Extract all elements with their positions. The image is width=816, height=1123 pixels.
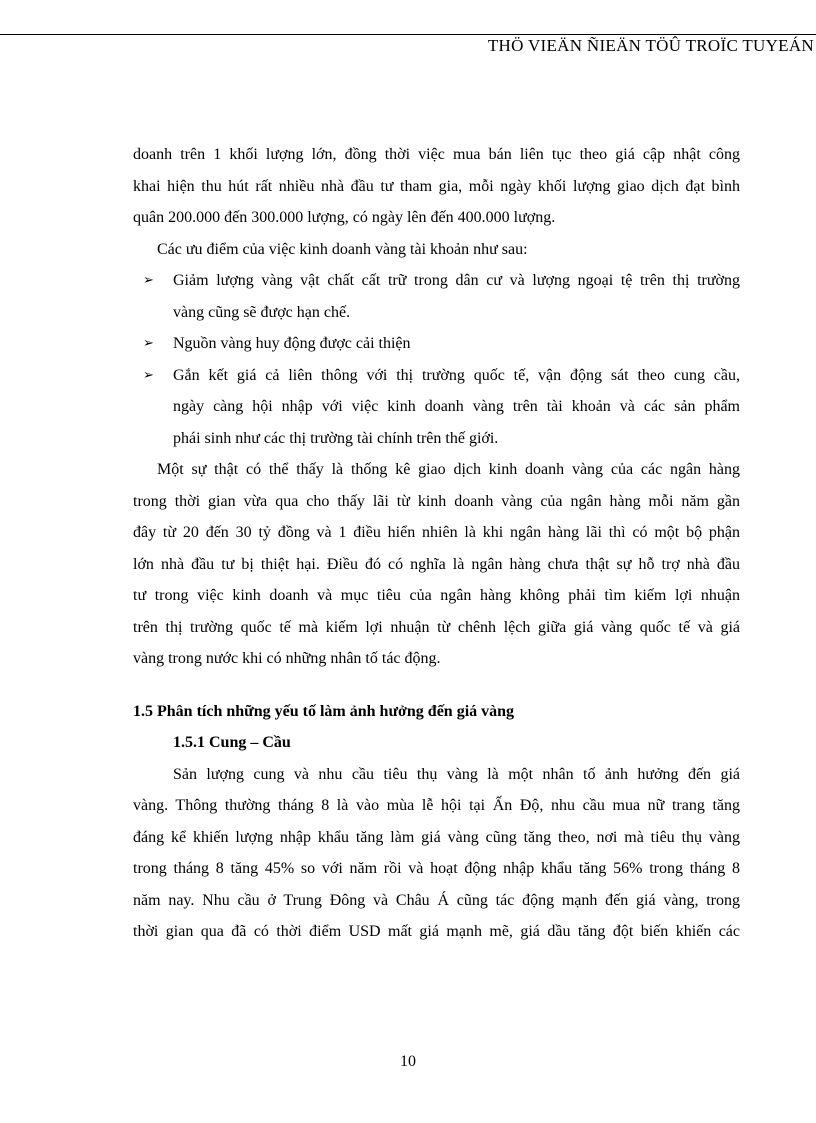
paragraph-line: thời gian qua đã có thời điểm USD mất giá mạnh mẽ, giá dầu tăng đột biến khiến các: [133, 923, 740, 940]
paragraph-line: doanh trên 1 khối lượng lớn, đồng thời việc mua bán liên tục theo giá cập nhật công: [133, 146, 740, 163]
header-rule: [0, 34, 816, 35]
paragraph-line: tư trong việc kinh doanh và mục tiêu của ngân hàng không phải tìm kiếm lợi nhuận: [133, 587, 740, 604]
subsection-heading: 1.5.1 Cung – Cầu: [173, 734, 291, 751]
paragraph-line: đáng kể khiến lượng nhập khẩu tăng làm giá vàng cũng tăng theo, nơi mà tiêu thụ vàng: [133, 828, 740, 846]
list-item-text: ngày càng hội nhập với việc kinh doanh vàng trên tài khoản và các sản phẩm: [173, 398, 740, 415]
paragraph-line: Một sự thật có thể thấy là thống kê giao dịch kinh doanh vàng của các ngân hàng: [157, 461, 740, 478]
arrowhead-bullet-icon: ➢: [143, 367, 154, 383]
list-item-text: phái sinh như các thị trường tài chính trên thế giới.: [173, 429, 499, 447]
list-item-text: vàng cũng sẽ được hạn chế.: [173, 303, 351, 321]
paragraph-line: đây từ 20 đến 30 tỷ đồng và 1 điều hiển nhiên là khi ngân hàng lãi thì có một bộ phận: [133, 524, 740, 541]
list-item: [133, 265, 740, 328]
page-number: 10: [400, 1053, 416, 1070]
section-gap: [133, 675, 740, 696]
section-heading: 1.5 Phân tích những yếu tố làm ảnh hưởng đến giá vàng: [133, 702, 515, 720]
advantages-intro: Các ưu điểm của việc kinh doanh vàng tài khoản như sau:: [157, 240, 528, 258]
paragraph-line: trong thời gian vừa qua cho thấy lãi từ kinh doanh vàng của ngân hàng mỗi năm gần: [133, 492, 740, 510]
paragraph-line: Sản lượng cung và nhu cầu tiêu thụ vàng là một nhân tố ảnh hưởng đến giá: [173, 765, 740, 783]
paragraph-line: quân 200.000 đến 300.000 lượng, có ngày lên đến 400.000 lượng.: [133, 209, 556, 226]
paragraph-line: năm nay. Nhu cầu ở Trung Đông và Châu Á cũng tác động mạnh đến giá vàng, trong: [133, 891, 740, 909]
list-item: [133, 328, 740, 360]
paragraph-line: trong tháng 8 tăng 45% so với năm rồi và hoạt động nhập khẩu tăng 56% trong tháng 8: [133, 860, 740, 877]
arrowhead-bullet-icon: ➢: [143, 273, 154, 288]
list-item: [133, 360, 740, 455]
paragraph-line: vàng. Thông thường tháng 8 là vào mùa lễ hội tại Ấn Độ, nhu cầu mua nữ trang tăng: [133, 797, 740, 814]
list-item-text: Giảm lượng vàng vật chất cất trữ trong dân cư và lượng ngoại tệ trên thị trường: [173, 272, 740, 289]
paragraph-line: vàng trong nước khi có những nhân tố tác động.: [133, 650, 441, 667]
list-item-text: Nguồn vàng huy động được cải thiện: [173, 335, 411, 352]
paragraph-line: khai hiện thu hút rất nhiều nhà đầu tư tham gia, mỗi ngày khối lượng giao dịch đạt bình: [133, 177, 740, 195]
arrowhead-bullet-icon: ➢: [143, 336, 154, 351]
page-body: [133, 139, 740, 948]
running-header: THÖ VIEÄN ÑIEÄN TÖÛ TROÏC TUYEÁN: [487, 36, 814, 55]
list-item-text: Gắn kết giá cả liên thông với thị trường quốc tế, vận động sát theo cung cầu,: [173, 366, 740, 384]
paragraph-line: lớn nhà đầu tư bị thiệt hại. Điều đó có nghĩa là ngân hàng chưa thật sự hỗ trợ nhà đầu: [133, 555, 740, 573]
paragraph-line: trên thị trường quốc tế mà kiếm lợi nhuận từ chênh lệch giữa giá vàng quốc tế và giá: [133, 618, 740, 636]
